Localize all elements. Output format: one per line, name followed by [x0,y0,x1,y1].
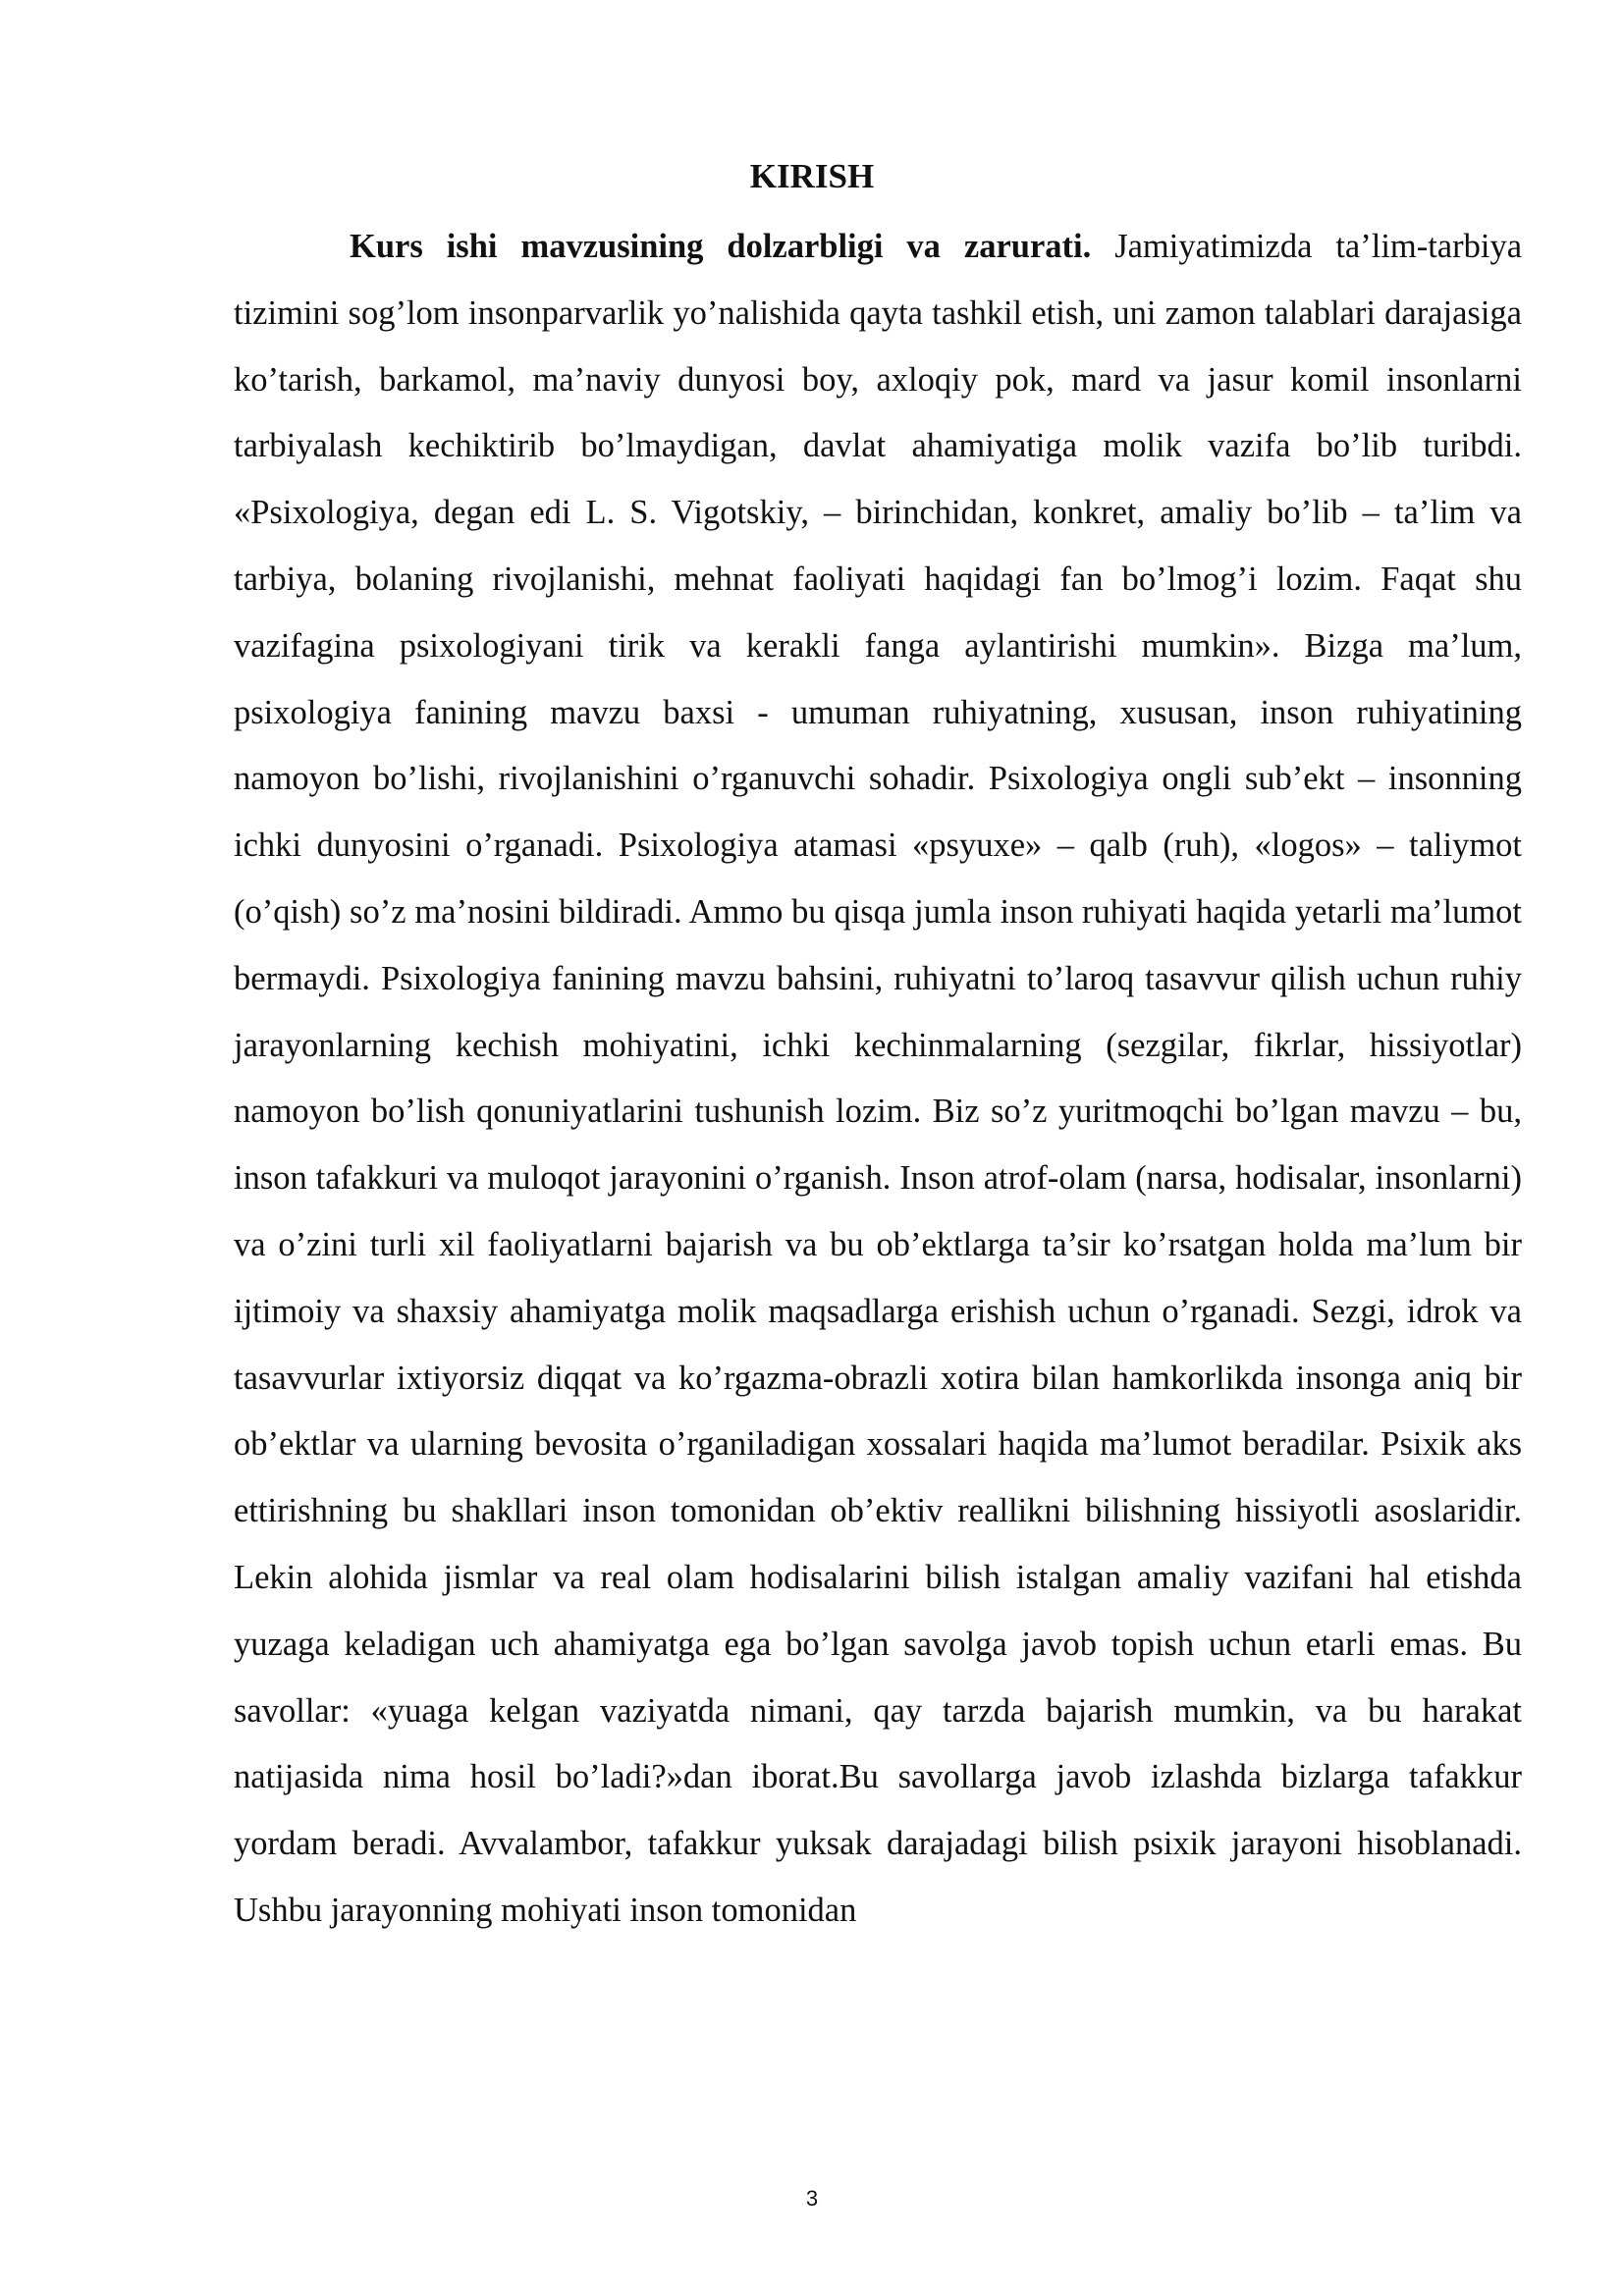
page-title: KIRISH [749,157,875,195]
paragraph-body-text: Jamiyatimizda ta’lim-tarbiya tizimini sog’lom insonparvarlik yo’nalishida qayta tashkil etish, uni zamon talablari darajasiga ko’tarish, barkamol, ma’naviy dunyosi boy, axloqiy pok, mard va jasur komil insonlarni tarbiyalash kechiktirib bo’lmaydigan, davlat ahamiyatiga molik vazifa bo’lib turibdi. «Psixologiya, degan edi L. S. Vigotskiy, – birinchidan, konkret, amaliy bo’lib – ta’lim va tarbiya, bolaning rivojlanishi, mehnat faoliyati haqidagi fan bo’lmog’i lozim. Faqat shu vazifagina psixologiyani tirik va kerakli fanga aylantirishi mumkin». Bizga ma’lum, psixologiya fanining mavzu baxsi - umuman ruhiyatning, xususan, inson ruhiyatining namoyon bo’lishi, rivojlanishini o’rganuvchi sohadir. Psixologiya ongli sub’ekt – insonning ichki dunyosini o’rganadi. Psixologiya atamasi «psyuxe» – qalb (ruh), «logos» – taliymot (o’qish) so’z ma’nosini bildiradi. Ammo bu qisqa jumla inson ruhiyati haqida yetarli ma’lumot bermaydi. Psixologiya fanining mavzu bahsini, ruhiyatni to’laroq tasavvur qilish uchun ruhiy jarayonlarning kechish mohiyatini, ichki kechinmalarning (sezgilar, fikrlar, hissiyotlar) namoyon bo’lish qonuniyatlarini tushunish lozim. Biz so’z yuritmoqchi bo’lgan mavzu – bu, inson tafakkuri va muloqot jarayonini o’rganish. Inson atrof-olam (narsa, hodisalar, insonlarni) va o’zini turli xil faoliyatlarni bajarish va bu ob’ektlarga ta’sir ko’rsatgan holda ma’lum bir ijtimoiy va shaxsiy ahamiyatga molik maqsadlarga erishish uchun o’rganadi. Sezgi, idrok va tasavvurlar ixtiyorsiz diqqat va ko’rgazma-obrazli xotira bilan hamkorlikda insonga aniq bir ob’ektlar va ularning bevosita o’rganiladigan xossalari haqida ma’lumot beradilar. Psixik aks ettirishning bu shakllari inson tomonidan ob’ektiv reallikni bilishning hissiyotli asoslaridir. Lekin alohida jismlar va real olam hodisalarini bilish istalgan amaliy vazifani hal etishda yuzaga keladigan uch ahamiyatga ega bo’lgan savolga javob topish uchun etarli emas. Bu savollar: «yuaga kelgan vaziyatda nimani, qay tarzda bajarish mumkin, va bu harakat natijasida nima hosil bo’ladi?»dan iborat.Bu savollarga javob izlashda bizlarga tafakkur yordam beradi. Avvalambor, tafakkur yuksak darajadagi bilish psixik jarayoni hisoblanadi. Ushbu jarayonning mohiyati inson tomonidan [234,228,1523,1929]
body-paragraph [234,214,1522,1945]
page-number: 3 [805,2186,819,2211]
paragraph-lead-heading: Kurs ishi mavzusining dolzarbligi va zarurati. [350,228,1092,265]
